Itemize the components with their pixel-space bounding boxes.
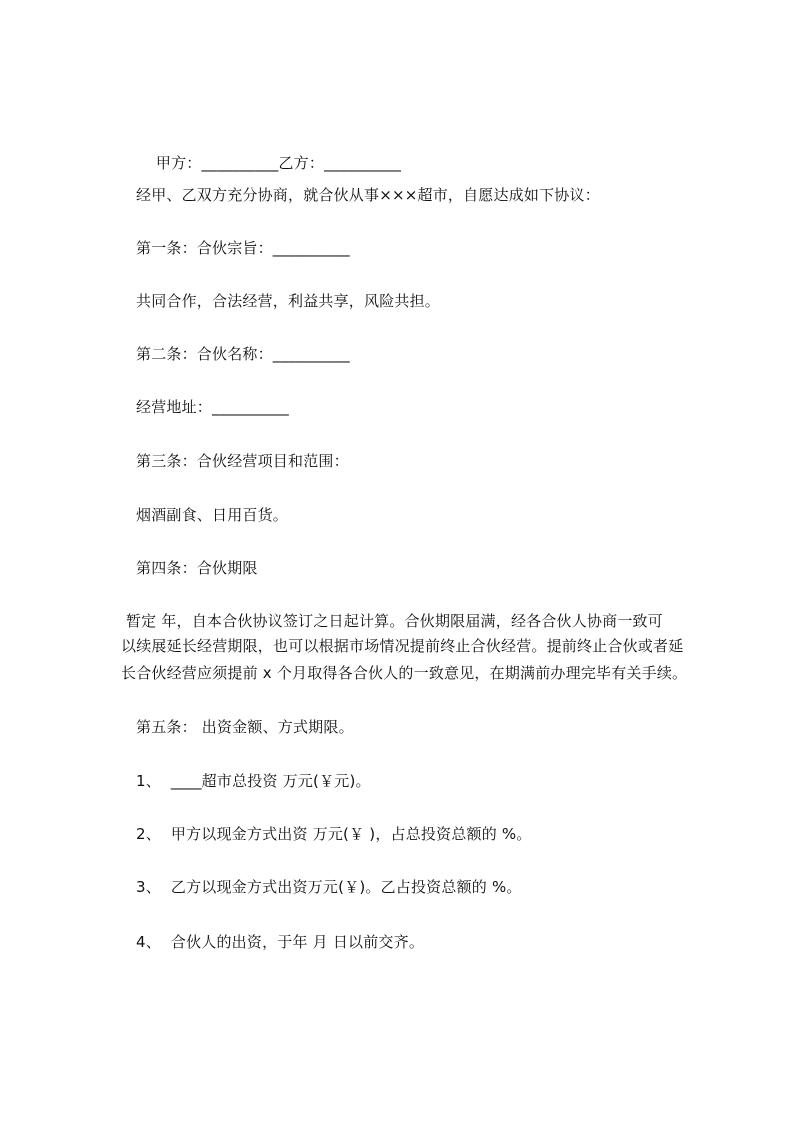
article-4-body-line-2: 以续展延长经营期限，也可以根据市场情况提前终止合伙经营。提前终止合伙或者延 — [121, 637, 684, 655]
article-5-item-1: 1、 ____超市总投资 万元(￥元)。 — [136, 772, 371, 790]
article-4-body-line-3: 长合伙经营应须提前 x 个月取得各合伙人的一致意见，在期满前办理完毕有关手续。 — [121, 664, 688, 682]
article-1-body: 共同合作，合法经营，利益共享，风险共担。 — [136, 292, 441, 310]
intro-paragraph: 经甲、乙双方充分协商，就合伙从事×××超市，自愿达成如下协议： — [136, 186, 600, 204]
party-a-blank: __________ — [201, 154, 279, 172]
party-a-label: 甲方： — [155, 154, 202, 172]
article-3-body: 烟酒副食、日用百货。 — [136, 506, 289, 524]
article-4-body-line-1: 暂定 年，自本合伙协议签订之日起计算。合伙期限届满，经各合伙人协商一致可 — [121, 612, 663, 630]
article-2-title: 第二条：合伙名称：__________ — [136, 345, 350, 363]
article-5-item-2: 2、 甲方以现金方式出资 万元(￥ )，占总投资总额的 %。 — [136, 825, 532, 843]
party-b-blank: __________ — [324, 154, 402, 172]
article-5-title: 第五条： 出资金额、方式期限。 — [136, 718, 354, 736]
article-3-title: 第三条：合伙经营项目和范围： — [136, 452, 349, 470]
article-1-title: 第一条：合伙宗旨：__________ — [136, 239, 350, 257]
article-4-title: 第四条：合伙期限 — [136, 559, 258, 577]
article-5-item-4: 4、 合伙人的出资，于年 月 日以前交齐。 — [136, 933, 425, 951]
party-b-label: 乙方： — [278, 154, 325, 172]
parties-line — [136, 133, 401, 193]
article-2-address: 经营地址：__________ — [136, 398, 290, 416]
article-5-item-3: 3、 乙方以现金方式出资万元(￥)。乙占投资总额的 %。 — [136, 878, 522, 896]
